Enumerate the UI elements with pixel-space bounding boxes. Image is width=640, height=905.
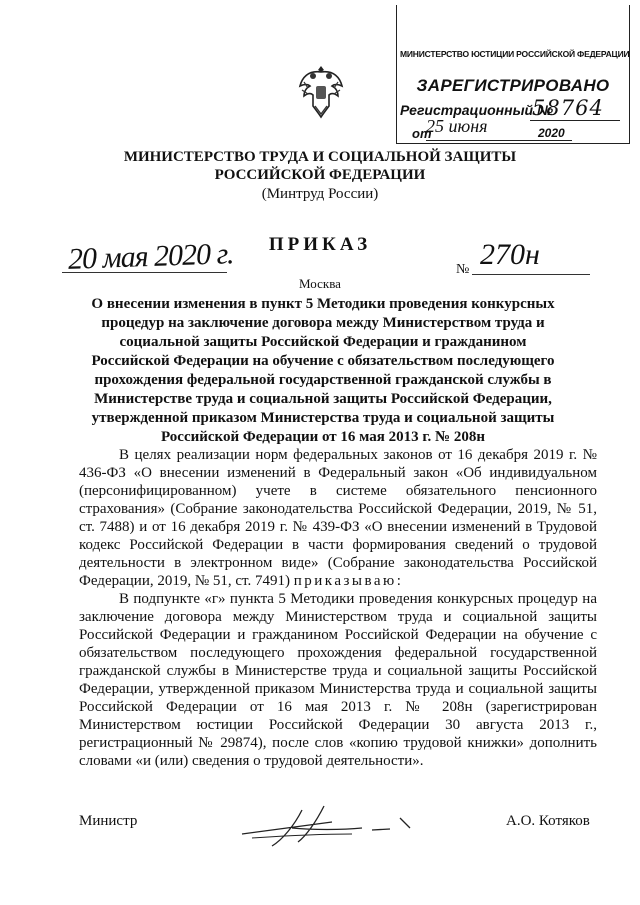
order-city: Москва (299, 276, 341, 291)
stamp-reg-number: 58764 (532, 96, 604, 120)
paragraph-preamble (79, 446, 597, 590)
order-title: О внесении изменения в пункт 5 Методики проведения конкурсных процедур на заключение договора между Министерством труда и социальной защиты Российской Федерации и гражданином Российской Федерации на обучение с обязательством последующего прохождения федеральной государственной гражданской службы в Министерстве труда и социальной защиты Российской Федерации, утвержденной приказом Министерства труда и социальной защиты Российской Федерации от 16 мая 2013 г. № 208н (91, 296, 555, 445)
stamp-year: 2020 (538, 126, 565, 140)
order-command: приказываю: (293, 573, 404, 589)
stamp-date-underline (426, 140, 572, 141)
stamp-reg-underline (530, 120, 620, 121)
signatory-name: А.О. Котяков (506, 813, 590, 829)
stamp-title: ЗАРЕГИСТРИРОВАНО (416, 76, 610, 95)
paragraph-amendment: В подпункте «г» пункта 5 Методики проведения конкурсных процедур на заключение договора между Министерством труда и социальной защиты Российской Федерации и гражданином Российской Федерации на обучение с обязательством последующего прохождения федеральной государственной гражданской службы в Министерстве труда и социальной защиты Российской Федерации, утвержденной приказом Министерства труда и социальной защиты Российской Федерации от 16 мая 2013 г. № 208н (зарегистрирован Министерством юстиции Российской Федерации 30 августа 2013 г., регистрационный № 29874), после слов «копию трудовой книжки» дополнить словами «и (или) сведения о трудовой деятельности». (79, 591, 597, 769)
order-body (79, 446, 597, 770)
ministry-name-line1: МИНИСТЕРСТВО ТРУДА И СОЦИАЛЬНОЙ ЗАЩИТЫ (123, 149, 517, 165)
number-sign: № (456, 262, 470, 277)
ministry-short-name: (Минтруд России) (261, 186, 379, 202)
order-date: 20 мая 2020 г. (67, 237, 234, 276)
signatory-position: Министр (79, 813, 138, 829)
stamp-ministry: МИНИСТЕРСТВО ЮСТИЦИИ РОССИЙСКОЙ ФЕДЕРАЦИИ (400, 49, 630, 59)
ministry-name-line2: РОССИЙСКОЙ ФЕДЕРАЦИИ (214, 167, 426, 183)
stamp-reg-label: Регистрационный № (400, 102, 554, 118)
handwritten-signature (232, 800, 432, 850)
order-number: 270н (480, 238, 540, 271)
document-type: ПРИКАЗ (268, 234, 372, 255)
stamp-date: 25 июня (426, 116, 488, 136)
stamp-date-prefix: от (412, 126, 432, 141)
preamble-text: В целях реализации норм федеральных законов от 16 декабря 2019 г. № 436-ФЗ «О внесении изменений в Федеральный закон «Об индивидуальном (персонифицированном) учете в системе обязательного пенсионного страхования» (Собрание законодательства Российской Федерации, 2019, № 51, ст. 7488) и от 16 декабря 2019 г. № 439-ФЗ «О внесении изменений в Трудовой кодекс Российской Федерации в части формирования сведений о трудовой деятельности в электронном виде» (Собрание законодательства Российской Федерации, 2019, № 51, ст. 7491) (79, 447, 597, 589)
order-number-underline (472, 274, 590, 275)
order-date-underline (62, 272, 227, 273)
coat-of-arms-emblem (296, 62, 346, 120)
